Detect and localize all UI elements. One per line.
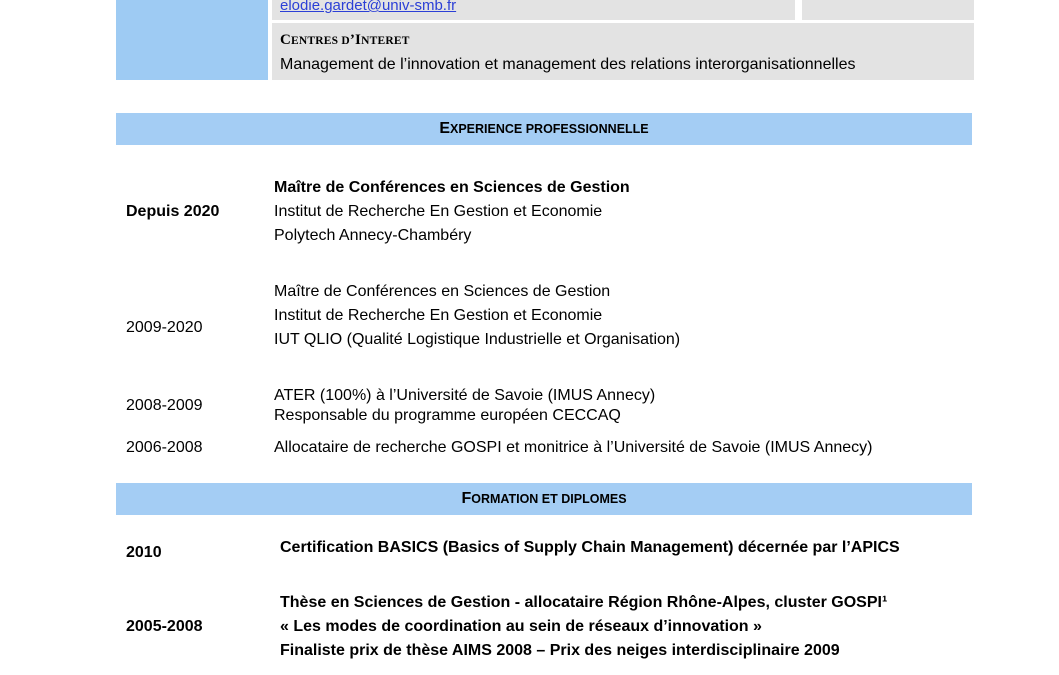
formation-line: « Les modes de coordination au sein de réseaux d’innovation » [280,618,762,635]
experience-line: IUT QLIO (Qualité Logistique Industrielle et Organisation) [274,331,681,348]
formation-date: 2010 [126,544,162,561]
formation-line: Certification BASICS (Basics of Supply Chain Management) décernée par l’APICS [280,539,900,556]
experience-line: Polytech Annecy-Chambéry [274,227,472,244]
experience-line: Maître de Conférences en Sciences de Gestion [274,179,630,196]
experience-line: Institut de Recherche En Gestion et Economie [274,307,603,324]
email-link[interactable]: elodie.gardet@univ-smb.fr [280,0,457,14]
interests-text: Management de l’innovation et management des relations interorganisationnelles [280,56,856,73]
interests-title: CENTRES D’INTERET [280,32,410,48]
experience-date: 2009-2020 [126,319,203,336]
experience-line: Institut de Recherche En Gestion et Economie [274,203,603,220]
formation-line: Thèse en Sciences de Gestion - allocataire Région Rhône-Alpes, cluster GOSPI¹ [280,594,888,611]
experience-date: Depuis 2020 [126,203,220,220]
formation-heading: F ORMATION ET DIPLOMES [116,483,972,515]
experience-line: Responsable du programme européen CECCAQ [274,407,621,424]
formation-date: 2005-2008 [126,618,203,635]
experience-date: 2006-2008 [126,439,203,456]
left-color-block [116,0,268,80]
formation-line: Finaliste prix de thèse AIMS 2008 – Prix des neiges interdisciplinaire 2009 [280,642,840,659]
experience-line: Allocataire de recherche GOSPI et monitrice à l’Université de Savoie (IMUS Annecy) [274,439,873,456]
experience-line: ATER (100%) à l’Université de Savoie (IMUS Annecy) [274,387,656,404]
experience-heading: E XPERIENCE PROFESSIONNELLE [116,113,972,145]
empty-cell [802,0,974,20]
experience-line: Maître de Conférences en Sciences de Gestion [274,283,611,300]
experience-date: 2008-2009 [126,397,203,414]
